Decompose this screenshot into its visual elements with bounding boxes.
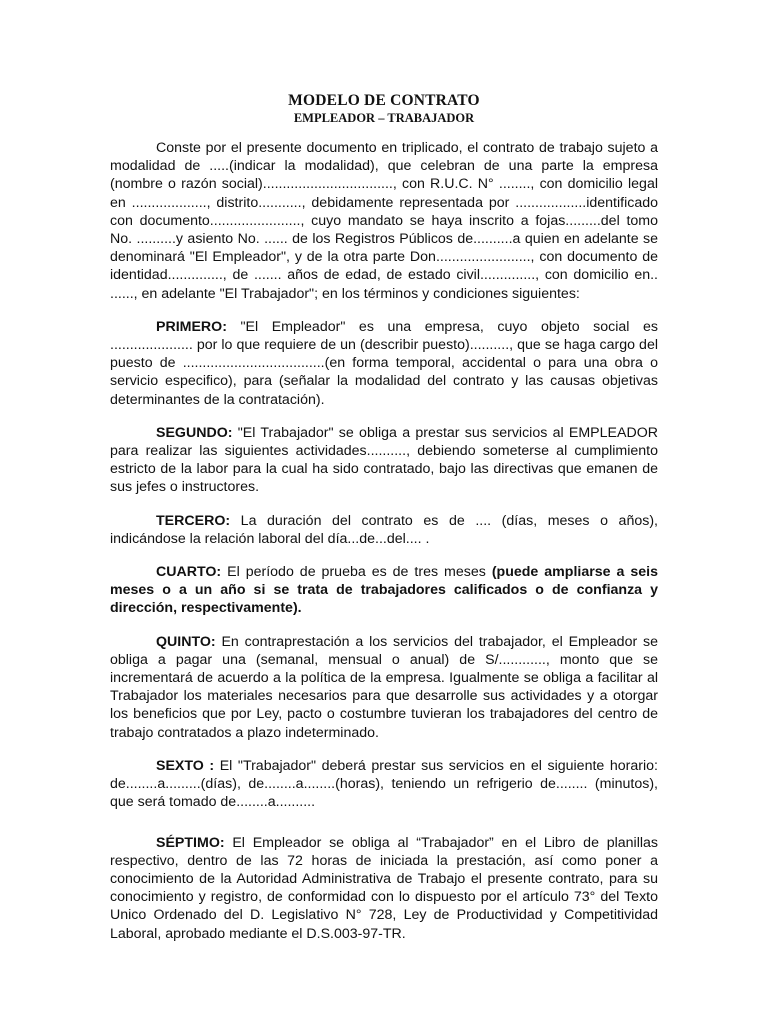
clause-text: El "Trabajador" deberá prestar sus servicios en el siguiente horario: de........a.........(días), de........a........(horas), teniendo un refrigerio de........ (minutos), que será tomado de........a.......... <box>110 757 658 811</box>
clause-heading: QUINTO: <box>156 633 216 650</box>
clause-text: En contraprestación a los servicios del trabajador, el Empleador se obliga a pagar una (semanal, mensual o anual) de S/............, monto que se incrementará de acuerdo a la política de la empresa. Igualmente se obliga a facilitar al Trabajador los materiales necesarios para que desarrolle sus actividades y a otorgar los beneficios que por Ley, pacto o costumbre tuvieran los trabajadores del centro de trabajo contratados a plazo indeterminado. <box>110 633 658 741</box>
document-title: MODELO DE CONTRATO <box>288 92 480 109</box>
clause-segundo <box>110 424 658 497</box>
clause-heading: TERCERO: <box>156 512 231 529</box>
clause-text: El Empleador se obliga al “Trabajador” en el Libro de planillas respectivo, dentro de las 72 horas de iniciada la prestación, así como poner a conocimiento de la Autoridad Administrativa de Trabajo el presente contrato, para su conocimiento y registro, de conformidad con lo dispuesto por el artículo 73° del Texto Unico Ordenado del D. Legislativo N° 728, Ley de Productividad y Competitividad Laboral, aprobado mediante el D.S.003-97-TR. <box>110 834 658 942</box>
clause-heading: SÉPTIMO: <box>156 834 225 851</box>
clause-sexto <box>110 757 658 812</box>
intro-paragraph: Conste por el presente documento en triplicado, el contrato de trabajo sujeto a modalidad de .....(indicar la modalidad), que celebran de una parte la empresa (nombre o razón social)................................., con R.U.C. N° ........, con domicilio legal en ..................., distrito..........., debidamente representada por ..................identificado con documento......................., cuyo mandato se haya inscrito a fojas.........del tomo No. ..........y asiento No. ...... de los Registros Públicos de..........a quien en adelante se denominará "El Empleador", y de la otra parte Don........................, con documento de identidad.............., de ....... años de edad, de estado civil.............., con domicilio en.. ......, en adelante "El Trabajador"; en los términos y condiciones siguientes: <box>110 140 658 302</box>
clause-heading: SEGUNDO: <box>156 424 233 441</box>
clause-cuarto <box>110 563 658 618</box>
clause-heading: PRIMERO: <box>156 318 227 335</box>
clause-primero <box>110 318 658 409</box>
clause-text: "El Empleador" es una empresa, cuyo objeto social es ..................... por lo que requiere de un (describir puesto).........., que se haga cargo del puesto de ....................................(en forma temporal, accidental o para una obra o servicio especifico), para (señalar la modalidad del contrato y las causas objetivas determinantes de la contratación). <box>110 318 658 408</box>
clause-septimo <box>110 834 658 943</box>
clause-quinto <box>110 633 658 742</box>
clause-text: La duración del contrato es de .... (días, meses o años), indicándose la relación laboral del día...de...del.... . <box>110 512 658 547</box>
document-subtitle: EMPLEADOR – TRABAJADOR <box>293 111 475 125</box>
clause-text: El período de prueba es de tres meses <box>221 564 492 581</box>
clause-heading: SEXTO : <box>156 757 215 774</box>
clause-text: "El Trabajador" se obliga a prestar sus servicios al EMPLEADOR para realizar las siguientes actividades.........., debiendo someterse al cumplimiento estricto de la labor para la cual ha sido contratado, bajo las directivas que emanen de sus jefes o instructores. <box>110 424 658 496</box>
clause-tercero <box>110 512 658 548</box>
clause-bold-note: (puede ampliarse a seis meses o a un año si se trata de trabajadores calificados o de confianza y dirección, respectivamente). <box>110 564 658 617</box>
clause-heading: CUARTO: <box>156 564 222 581</box>
